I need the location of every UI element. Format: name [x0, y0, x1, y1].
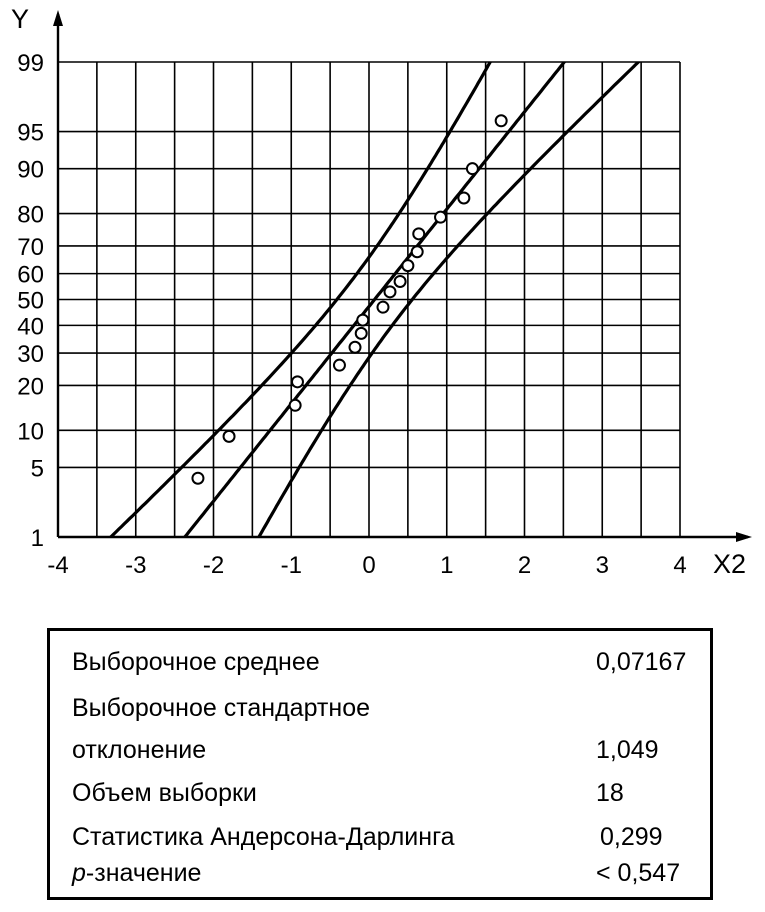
- y-tick-label: 40: [17, 313, 44, 341]
- x-axis-arrow: [736, 532, 752, 542]
- stat-label-pvalue: [72, 859, 201, 887]
- x-axis-label: X2: [713, 549, 747, 579]
- y-tick-label: 90: [17, 156, 44, 184]
- data-point: [357, 315, 368, 326]
- data-point: [377, 302, 388, 313]
- x-tick-label: 0: [362, 552, 376, 579]
- stat-label-ad: Статистика Андерсона-Дарлинга: [72, 823, 455, 851]
- x-tick-label: -1: [280, 552, 302, 579]
- data-point: [290, 400, 301, 411]
- data-point: [435, 212, 446, 223]
- stat-label-std-line1: Выборочное стандартное: [72, 694, 370, 722]
- p-symbol: p: [72, 859, 86, 887]
- y-tick-label: 5: [30, 455, 44, 483]
- y-tick-label: 70: [17, 233, 44, 261]
- y-axis-label: Y: [11, 4, 30, 34]
- y-tick-label: 60: [17, 261, 44, 289]
- y-tick-label: 99: [17, 50, 44, 77]
- y-tick-label: 50: [17, 287, 44, 315]
- x-tick-label: -2: [202, 552, 225, 579]
- stat-value-std: 1,049: [596, 736, 659, 764]
- p-label-rest: -значение: [85, 859, 202, 887]
- data-point: [356, 328, 367, 339]
- stat-value-pvalue: < 0,547: [596, 859, 681, 887]
- x-tick-label: 1: [440, 552, 454, 579]
- stat-label-n: Объем выборки: [72, 779, 257, 807]
- grid: [58, 62, 680, 537]
- tick-labels: [17, 50, 686, 579]
- x-tick-label: 3: [595, 552, 609, 579]
- stat-label-std-line2: отклонение: [72, 736, 207, 764]
- data-point: [395, 276, 406, 287]
- y-tick-label: 20: [17, 373, 44, 401]
- stat-label-mean: Выборочное среднее: [72, 648, 320, 676]
- data-point: [402, 260, 413, 271]
- stat-value-mean: 0,07167: [596, 648, 687, 676]
- data-point: [350, 342, 361, 353]
- data-point: [458, 192, 469, 203]
- y-tick-label: 30: [17, 341, 44, 369]
- y-tick-label: 10: [17, 418, 44, 446]
- data-point: [192, 473, 203, 484]
- y-axis-arrow: [53, 10, 63, 26]
- y-tick-label: 80: [17, 201, 44, 229]
- statistics-box: [47, 628, 713, 900]
- y-tick-label: 95: [17, 119, 44, 147]
- x-tick-label: -4: [47, 552, 69, 579]
- data-point: [334, 360, 345, 371]
- y-tick-label: 1: [30, 525, 44, 552]
- stat-value-ad: 0,299: [600, 823, 663, 851]
- data-point: [413, 228, 424, 239]
- x-tick-label: -3: [125, 552, 147, 579]
- data-point: [496, 115, 507, 126]
- data-point: [412, 246, 423, 257]
- data-point: [292, 376, 303, 387]
- x-tick-label: 2: [517, 552, 532, 579]
- data-point: [384, 286, 395, 297]
- data-point: [467, 163, 478, 174]
- stat-value-n: 18: [596, 779, 624, 807]
- data-point: [224, 431, 235, 442]
- x-tick-label: 4: [673, 552, 687, 579]
